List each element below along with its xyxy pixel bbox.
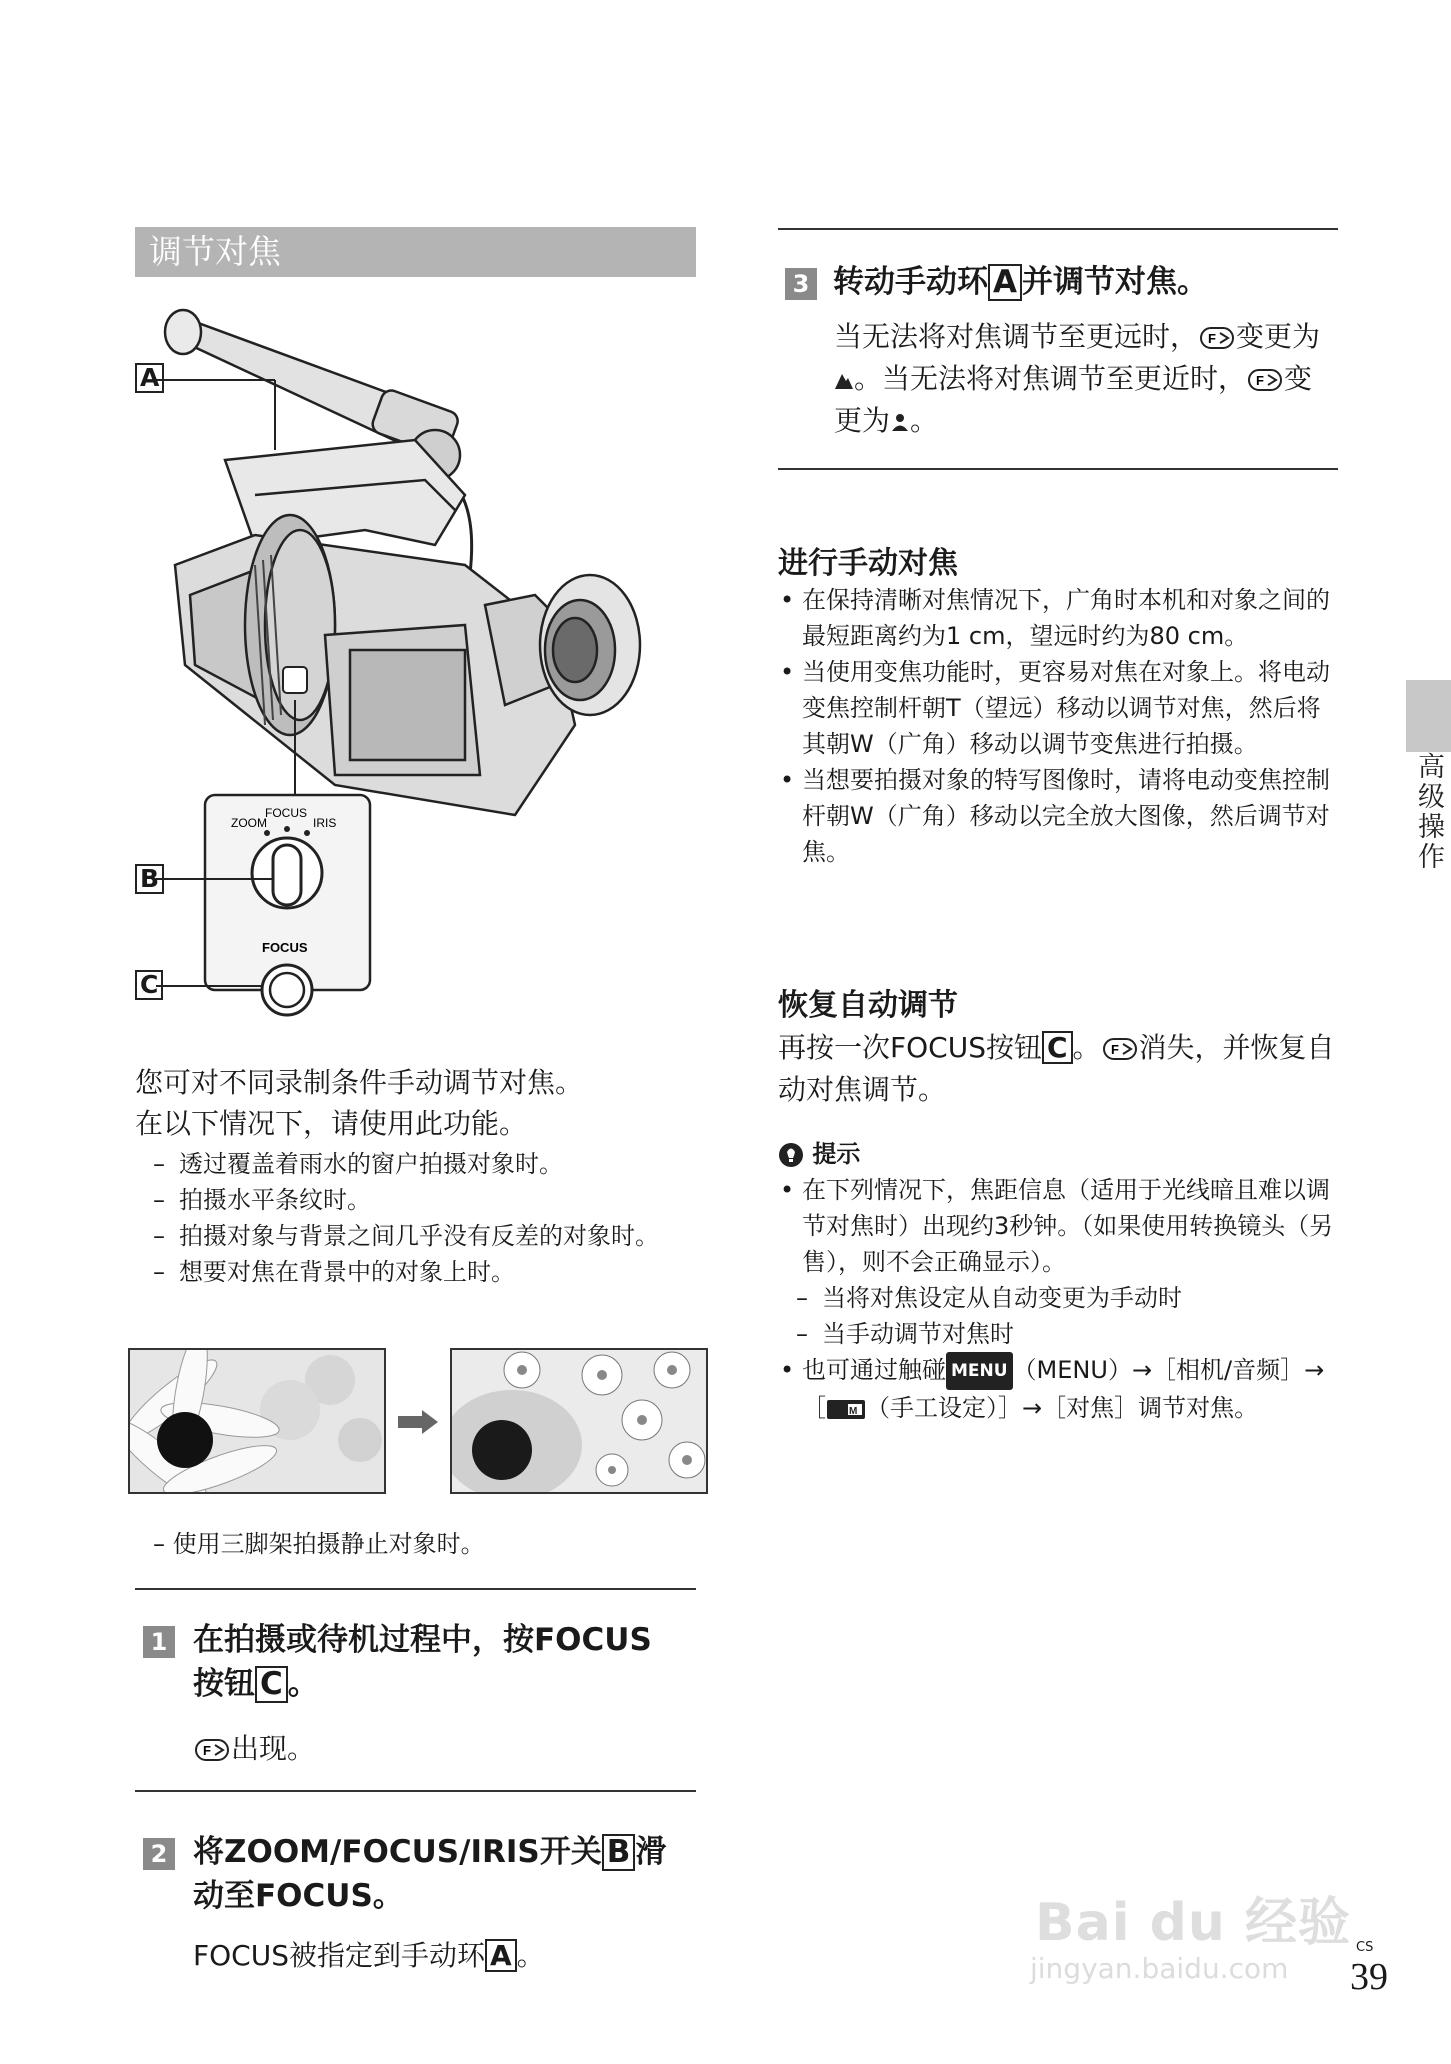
mountain-icon: [834, 370, 854, 390]
switch-iris-label: IRIS: [313, 816, 337, 830]
lightbulb-icon: [778, 1142, 804, 1168]
side-section-label: 高级操作: [1413, 752, 1444, 872]
list-item: [778, 1172, 1338, 1352]
tips-title: 提示: [812, 1140, 861, 1168]
divider: [135, 1588, 696, 1590]
list-item: – 当手动调节对焦时: [788, 1316, 1338, 1352]
list-item: – 想要对焦在背景中的对象上时。: [145, 1254, 685, 1290]
svg-text:F: F: [1110, 1042, 1119, 1057]
callout-ref-b: B: [602, 1834, 636, 1871]
callout-b: B: [135, 864, 164, 894]
step-title: [193, 1618, 673, 1706]
tips-heading: [778, 1138, 860, 1170]
person-icon: [890, 412, 910, 432]
restore-text: [778, 1027, 1338, 1111]
list-item: – 拍摄对象与背景之间几乎没有反差的对象时。: [145, 1218, 685, 1254]
svg-text:M: M: [849, 1406, 858, 1417]
manual-settings-icon: [826, 1397, 866, 1421]
side-tab-marker: [1406, 680, 1451, 752]
tip-text: 在下列情况下，焦距信息（适用于光线暗且难以调节对焦时）出现约3秒钟。（如果使用转换镜头（另售），则不会正确显示）。: [802, 1176, 1334, 1276]
photo-before: [128, 1348, 386, 1494]
callout-ref-a: A: [485, 1939, 517, 1972]
tip-sub-list: [788, 1280, 1338, 1352]
restore-text-end: 消失，并恢复自动对焦调节。: [778, 1031, 1335, 1106]
intro-line-1: 您可对不同录制条件手动调节对焦。: [135, 1066, 584, 1099]
watermark-brand: Bai du 经验: [1035, 1893, 1351, 1953]
section-title: 调节对焦: [135, 227, 696, 277]
restore-text-mid: 。: [1072, 1031, 1101, 1064]
photo-after: [450, 1348, 708, 1494]
step-title-end: 。: [287, 1666, 319, 1702]
step-3-body: [834, 316, 1334, 442]
case-after-photo: – 使用三脚架拍摄静止对象时。: [153, 1530, 485, 1558]
step-number: 1: [143, 1626, 175, 1658]
tip-text: 也可通过触碰: [802, 1356, 946, 1384]
page-lang: CS: [1356, 1940, 1374, 1955]
camcorder-diagram: [135, 305, 695, 1035]
step-3: [785, 264, 1338, 300]
manual-focus-icon: [195, 1739, 229, 1761]
list-item: – 当将对焦设定从自动变更为手动时: [788, 1280, 1338, 1316]
divider: [778, 228, 1338, 230]
menu-badge: MENU: [946, 1352, 1013, 1390]
tip-text: （手工设定）］→［对焦］调节对焦。: [866, 1394, 1259, 1422]
step-title: [833, 260, 1333, 304]
svg-text:F: F: [1256, 373, 1264, 388]
list-item: • 当想要拍摄对象的特写图像时，请将电动变焦控制杆朝W（广角）移动以完全放大图像，然后调节对焦。: [778, 762, 1338, 870]
divider: [778, 468, 1338, 470]
step-body-end: 。: [910, 404, 939, 437]
callout-c: C: [135, 970, 163, 1000]
list-item: – 透过覆盖着雨水的窗户拍摄对象时。: [145, 1146, 685, 1182]
callout-ref-c: C: [255, 1666, 288, 1703]
step-2: [143, 1834, 696, 1914]
manual-focus-icon: [1248, 369, 1282, 391]
step-title-end: 滑动至FOCUS。: [193, 1834, 667, 1914]
step-body-end: 。: [516, 1939, 545, 1972]
tips-list: [778, 1172, 1338, 1426]
svg-text:F: F: [203, 1743, 211, 1758]
step-body-text: 当无法将对焦调节至更远时，: [834, 320, 1199, 353]
tip-text: （MENU）→［相机/音频］→［: [802, 1356, 1325, 1422]
watermark-url: jingyan.baidu.com: [1030, 1952, 1289, 1985]
divider: [135, 1790, 696, 1792]
step-title-text: 在拍摄或待机过程中，按FOCUS按钮: [193, 1622, 652, 1702]
case-text: 使用三脚架拍摄静止对象时。: [172, 1530, 485, 1558]
step-title-text: 转动手动环: [833, 264, 988, 300]
step-body-text: FOCUS被指定到手动环: [193, 1939, 485, 1972]
step-1-body: [193, 1728, 315, 1770]
step-title: [193, 1830, 693, 1918]
list-item: – 拍摄水平条纹时。: [145, 1182, 685, 1218]
focus-button-label: FOCUS: [262, 940, 308, 955]
svg-text:F: F: [1208, 331, 1216, 346]
step-body-text: 出现。: [231, 1732, 316, 1765]
callout-ref-a: A: [988, 264, 1022, 301]
arrow-right-icon: [398, 1410, 438, 1434]
step-title-text: 将ZOOM/FOCUS/IRIS开关: [193, 1834, 602, 1870]
manual-focus-icon: [1103, 1038, 1137, 1060]
step-number: 3: [785, 268, 817, 300]
list-item: • 在保持清晰对焦情况下，广角时本机和对象之间的最短距离约为1 cm，望远时约为80 cm。: [778, 582, 1338, 654]
list-item: • 当使用变焦功能时，更容易对焦在对象上。将电动变焦控制杆朝T（望远）移动以调节对焦，然后将其朝W（广角）移动以调节变焦进行拍摄。: [778, 654, 1338, 762]
step-body-text: 。当无法将对焦调节至更近时，: [854, 362, 1247, 395]
manual-focus-list: [778, 582, 1338, 870]
manual-focus-heading: 进行手动对焦: [778, 546, 958, 581]
callout-a: A: [135, 363, 164, 393]
manual-focus-icon: [1200, 327, 1234, 349]
step-2-body: [193, 1935, 545, 1977]
switch-focus-label: FOCUS: [265, 806, 307, 820]
case-list: [145, 1146, 685, 1290]
restore-text-start: 再按一次FOCUS按钮: [778, 1031, 1042, 1064]
callout-ref-c: C: [1042, 1031, 1073, 1064]
switch-zoom-label: ZOOM: [231, 816, 267, 830]
restore-heading: 恢复自动调节: [778, 988, 958, 1023]
list-item: [778, 1352, 1338, 1426]
step-1: [143, 1622, 696, 1702]
step-body-text: 变更为: [834, 362, 1313, 437]
step-number: 2: [143, 1838, 175, 1870]
intro-line-2: 在以下情况下，请使用此功能。: [135, 1107, 528, 1140]
step-title-end: 并调节对焦。: [1022, 264, 1208, 300]
step-body-text: 变更为: [1236, 320, 1321, 353]
page-number: 39: [1350, 1956, 1388, 1998]
